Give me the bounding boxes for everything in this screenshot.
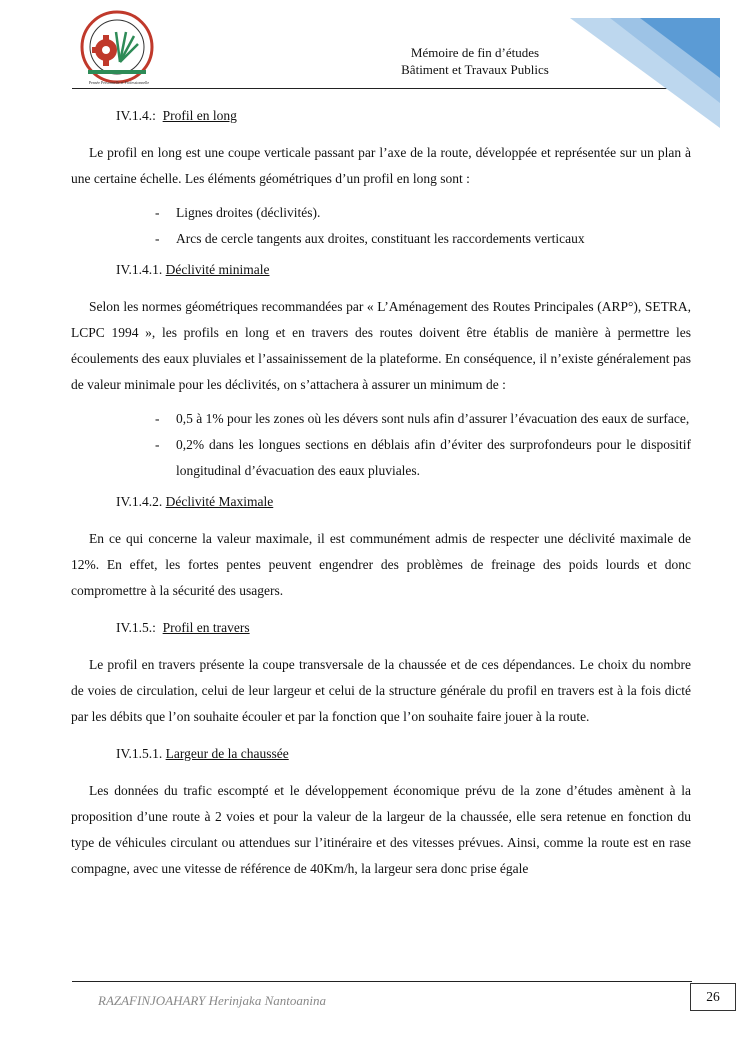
list-item: - Lignes droites (déclivités). xyxy=(155,205,321,220)
paragraph: Les données du trafic escompté et le développement économique prévu de la zone d’études amènent à la proposition d’une route à 2 voies et pour la valeur de la largeur de la chaussée, elle sera retenue en fonction du type de véhicules circulant ou attendues sur l’itinéraire et des vitesses prévues. Ainsi, comme la route est en rase compagne, avec une vitesse de référence de 40Km/h, la largeur sera donc prise égale xyxy=(71,783,691,876)
paragraph: En ce qui concerne la valeur maximale, il est communément admis de respecter une déclivité maximale de 12%. En effet, les fortes pentes peuvent engendrer des problèmes de freinage des poids lourds et donc compromettre à la sécurité des usagers. xyxy=(71,531,691,598)
section-heading xyxy=(71,260,691,280)
paragraph: Selon les normes géométriques recommandées par « L’Aménagement des Routes Principales (ARP°), SETRA, LCPC 1994 », les profils en long et en travers des routes doivent être établis de manière à permettre les écoulements des eaux pluviales et l’assainissement de la plateforme. En conséquence, il n’existe généralement pas de valeur minimale pour les déclivités, on s’attachera à assurer un minimum de : xyxy=(71,299,691,392)
school-logo xyxy=(76,10,158,88)
section-heading xyxy=(71,744,691,764)
footer-divider xyxy=(72,981,692,982)
list-item: - Arcs de cercle tangents aux droites, constituant les raccordements verticaux xyxy=(155,231,585,246)
page-number: 26 xyxy=(690,983,736,1011)
heading-number: IV.1.4.1. xyxy=(116,262,163,277)
heading-number: IV.1.4.: xyxy=(116,108,156,123)
list-item: - 0,2% dans les longues sections en déblais afin d’éviter des surprofondeurs pour le dispositif longitudinal d’évacuation des eaux pluviales. xyxy=(155,437,691,478)
list-item: - 0,5 à 1% pour les zones où les dévers sont nuls afin d’assurer l’évacuation des eaux de surface, xyxy=(155,411,690,426)
header-line-1: Mémoire de fin d’études xyxy=(410,45,540,60)
header-line-2: Bâtiment et Travaux Publics xyxy=(401,62,549,77)
heading-title: Profil en long xyxy=(162,108,237,123)
document-body xyxy=(71,106,691,882)
heading-number: IV.1.5.1. xyxy=(116,746,163,761)
heading-title: Déclivité minimale xyxy=(165,262,270,277)
section-heading xyxy=(71,492,691,512)
section-heading xyxy=(71,106,691,126)
paragraph: Le profil en travers présente la coupe transversale de la chaussée et de ces dépendances. Le choix du nombre de voies de circulation, celui de leur largeur et celui de la structure générale du profil en travers est à la fois dicté par les débits que l’on souhaite écouler et par la fonction que l’on souhaite faire jouer à la route. xyxy=(71,657,691,724)
paragraph: Le profil en long est une coupe verticale passant par l’axe de la route, développée et représentée sur un plan à une certaine échelle. Les éléments géométriques d’un profil en long sont : xyxy=(71,145,691,186)
heading-title: Déclivité Maximale xyxy=(165,494,274,509)
footer-author: RAZAFINJOAHARY Herinjaka Nantoanina xyxy=(98,993,326,1008)
heading-number: IV.1.5.: xyxy=(116,620,156,635)
heading-title: Profil en travers xyxy=(162,620,250,635)
bullet-list xyxy=(71,200,691,252)
heading-title: Largeur de la chaussée xyxy=(165,746,289,761)
logo-caption: Pensée Personnelle et Professionnelle xyxy=(88,80,150,85)
header-title xyxy=(350,44,600,78)
bullet-list xyxy=(71,406,691,484)
heading-number: IV.1.4.2. xyxy=(116,494,163,509)
section-heading xyxy=(71,618,691,638)
